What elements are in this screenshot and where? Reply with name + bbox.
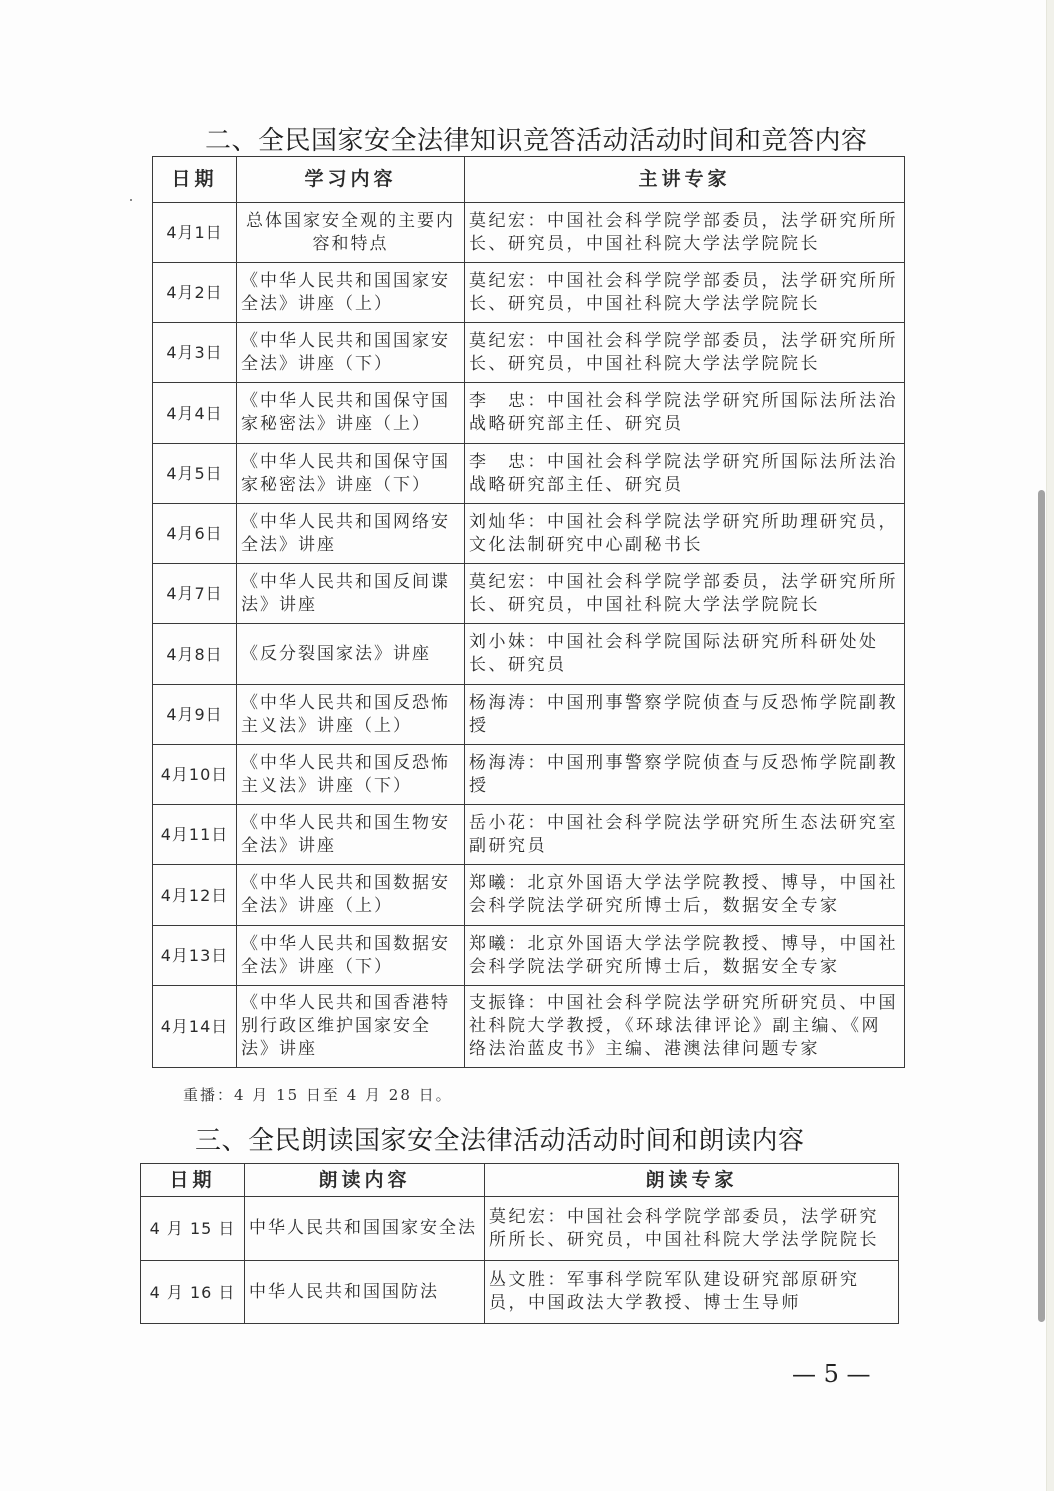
header-content: 朗读内容: [245, 1164, 485, 1197]
row-content: 《中华人民共和国生物安全法》讲座: [237, 805, 465, 865]
row-date: 4月4日: [153, 383, 237, 444]
row-expert: 李 忠：中国社会科学院法学研究所国际法所法治战略研究部主任、研究员: [465, 383, 905, 444]
row-date: 4月13日: [153, 926, 237, 986]
row-expert: 杨海涛：中国刑事警察学院侦查与反恐怖学院副教授: [465, 685, 905, 745]
scan-speck: [130, 199, 132, 201]
row-content: 《中华人民共和国国家安全法》讲座（上）: [237, 263, 465, 323]
row-content: 中华人民共和国国家安全法: [245, 1197, 485, 1261]
row-content: 《中华人民共和国反间谍法》讲座: [237, 564, 465, 624]
row-content: 《中华人民共和国保守国家秘密法》讲座（上）: [237, 383, 465, 444]
row-content: 《中华人民共和国网络安全法》讲座: [237, 504, 465, 564]
row-content: 《中华人民共和国国家安全法》讲座（下）: [237, 323, 465, 383]
row-expert: 李 忠：中国社会科学院法学研究所国际法所法治战略研究部主任、研究员: [465, 444, 905, 504]
competition-schedule-table: [152, 156, 905, 1068]
row-content: 中华人民共和国国防法: [245, 1261, 485, 1324]
table-row: [153, 685, 905, 745]
header-expert: 朗读专家: [485, 1164, 899, 1197]
rebroadcast-note: 重播：4 月 15 日至 4 月 28 日。: [183, 1086, 453, 1104]
row-expert: 莫纪宏：中国社会科学院学部委员，法学研究所所长、研究员，中国社科院大学法学院院长: [465, 203, 905, 263]
row-date: 4月3日: [153, 323, 237, 383]
row-expert: 刘灿华：中国社会科学院法学研究所助理研究员，文化法制研究中心副秘书长: [465, 504, 905, 564]
table-row: [153, 203, 905, 263]
row-expert: 莫纪宏：中国社会科学院学部委员，法学研究所所长、研究员，中国社科院大学法学院院长: [465, 564, 905, 624]
section-3-title: 三、全民朗读国家安全法律活动活动时间和朗读内容: [195, 1126, 805, 1156]
header-date: 日期: [153, 157, 237, 203]
row-content: 《中华人民共和国数据安全法》讲座（下）: [237, 926, 465, 986]
row-content: 《中华人民共和国数据安全法》讲座（上）: [237, 865, 465, 926]
row-expert: 杨海涛：中国刑事警察学院侦查与反恐怖学院副教授: [465, 745, 905, 805]
row-date: 4月10日: [153, 745, 237, 805]
table-header-row: [153, 157, 905, 203]
table-row: [153, 926, 905, 986]
row-content: 《中华人民共和国反恐怖主义法》讲座（下）: [237, 745, 465, 805]
row-expert: 郑曦：北京外国语大学法学院教授、博导，中国社会科学院法学研究所博士后，数据安全专家: [465, 926, 905, 986]
row-content: 《反分裂国家法》讲座: [237, 624, 465, 685]
table-row: [141, 1261, 899, 1324]
row-content: 《中华人民共和国香港特别行政区维护国家安全法》讲座: [237, 986, 465, 1068]
row-expert: 莫纪宏：中国社会科学院学部委员，法学研究所所长、研究员，中国社科院大学法学院院长: [465, 263, 905, 323]
row-expert: 莫纪宏：中国社会科学院学部委员，法学研究所所长、研究员，中国社科院大学法学院院长: [465, 323, 905, 383]
header-content: 学习内容: [237, 157, 465, 203]
row-date: 4月8日: [153, 624, 237, 685]
row-content: 《中华人民共和国保守国家秘密法》讲座（下）: [237, 444, 465, 504]
row-date: 4月5日: [153, 444, 237, 504]
table-row: [141, 1197, 899, 1261]
row-date: 4月12日: [153, 865, 237, 926]
table-row: [153, 564, 905, 624]
page-number: — 5 —: [792, 1360, 871, 1388]
header-expert: 主讲专家: [465, 157, 905, 203]
table-row: [153, 986, 905, 1068]
row-date: 4月2日: [153, 263, 237, 323]
row-content: 总体国家安全观的主要内容和特点: [237, 203, 465, 263]
table-row: [153, 323, 905, 383]
table-row: [153, 865, 905, 926]
row-expert: 莫纪宏：中国社会科学院学部委员，法学研究所所长、研究员，中国社科院大学法学院院长: [485, 1197, 899, 1261]
table-row: [153, 805, 905, 865]
table-row: [153, 263, 905, 323]
table-row: [153, 624, 905, 685]
row-expert: 岳小花：中国社会科学院法学研究所生态法研究室副研究员: [465, 805, 905, 865]
section-2-title: 二、全民国家安全法律知识竞答活动活动时间和竞答内容: [205, 126, 868, 156]
table-row: [153, 444, 905, 504]
row-expert: 郑曦：北京外国语大学法学院教授、博导，中国社会科学院法学研究所博士后，数据安全专家: [465, 865, 905, 926]
table-header-row: [141, 1164, 899, 1197]
row-expert: 刘小妹：中国社会科学院国际法研究所科研处处长、研究员: [465, 624, 905, 685]
table-row: [153, 745, 905, 805]
row-date: 4月6日: [153, 504, 237, 564]
row-date: 4月11日: [153, 805, 237, 865]
row-expert: 丛文胜：军事科学院军队建设研究部原研究员，中国政法大学教授、博士生导师: [485, 1261, 899, 1324]
row-content: 《中华人民共和国反恐怖主义法》讲座（上）: [237, 685, 465, 745]
row-date: 4月1日: [153, 203, 237, 263]
row-date: 4 月 16 日: [141, 1261, 245, 1324]
row-date: 4 月 15 日: [141, 1197, 245, 1261]
row-expert: 支振锋：中国社会科学院法学研究所研究员、中国社科院大学教授，《环球法律评论》副主编、《网络法治蓝皮书》主编、港澳法律问题专家: [465, 986, 905, 1068]
table-row: [153, 504, 905, 564]
reading-schedule-table: [140, 1163, 899, 1324]
row-date: 4月14日: [153, 986, 237, 1068]
viewer-edge: [1046, 0, 1054, 1491]
vertical-scrollbar[interactable]: [1038, 490, 1045, 1322]
row-date: 4月9日: [153, 685, 237, 745]
row-date: 4月7日: [153, 564, 237, 624]
table-row: [153, 383, 905, 444]
header-date: 日期: [141, 1164, 245, 1197]
